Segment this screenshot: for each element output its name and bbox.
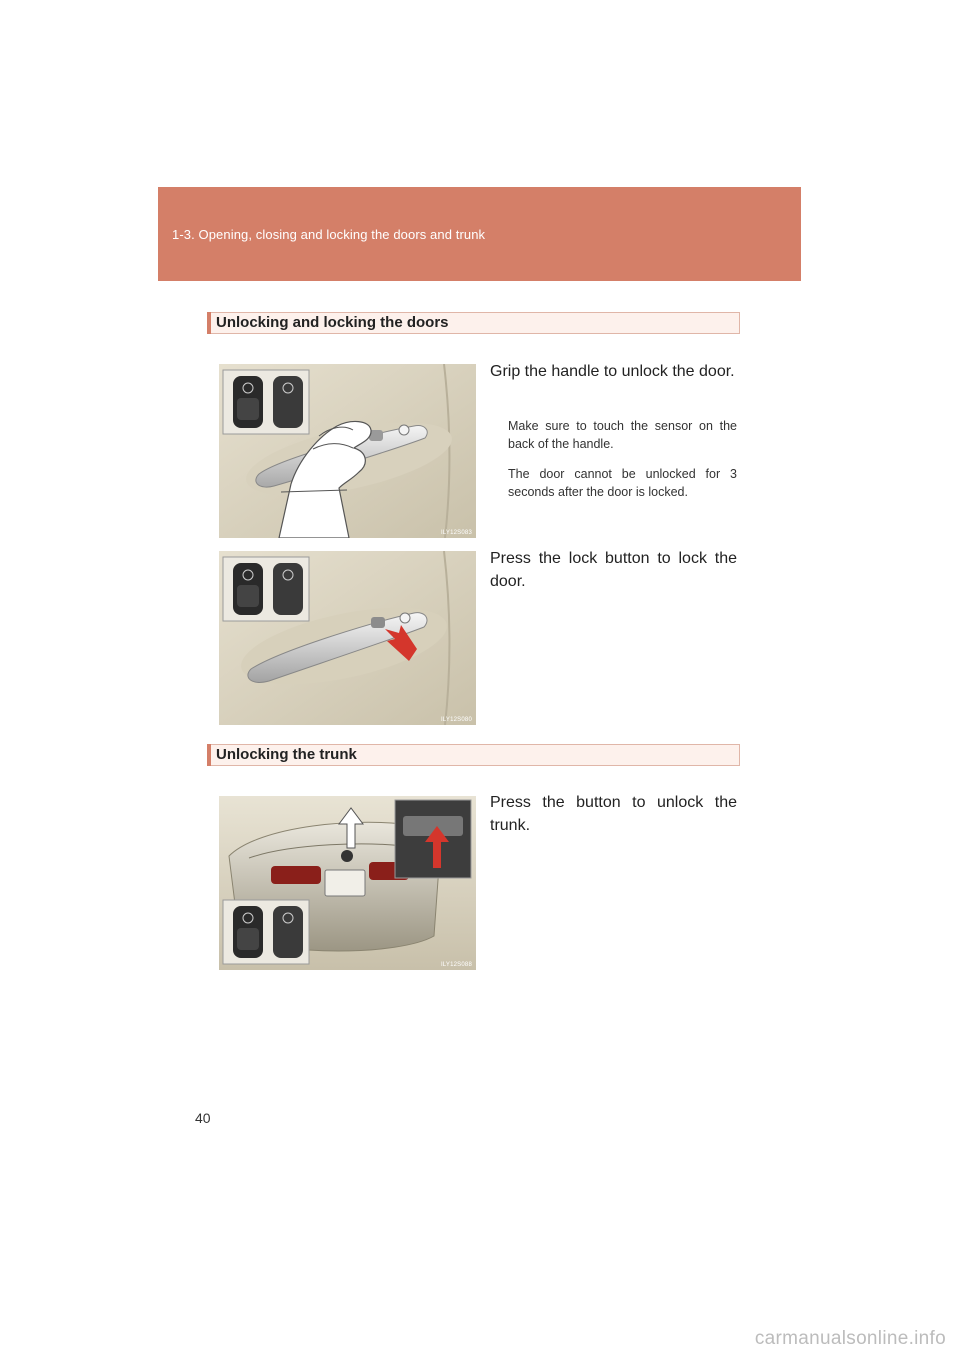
chapter-header (158, 187, 801, 281)
section-accent (207, 312, 211, 334)
figure-code: ILY12S080 (440, 717, 472, 723)
step-note: Make sure to touch the sensor on the back of the handle. (508, 419, 737, 451)
door-lock-button-illustration (219, 551, 476, 725)
figure-code: ILY12S083 (440, 530, 472, 536)
page-number: 40 (195, 1110, 211, 1126)
section-title: Unlocking the trunk (216, 746, 357, 763)
step-note: The door cannot be unlocked for 3 seconds after the door is locked. (508, 467, 737, 499)
step-instruction: Grip the handle to unlock the door. (490, 363, 735, 380)
step-instruction: Press the button to unlock the trunk. (490, 794, 737, 834)
figure-code: ILY12S088 (440, 962, 472, 968)
trunk-unlock-illustration (219, 796, 476, 970)
section-title-bar (207, 744, 740, 766)
door-handle-grip-illustration (219, 364, 476, 538)
watermark: carmanualsonline.info (754, 1328, 946, 1349)
section-title: Unlocking and locking the doors (216, 314, 449, 331)
step-instruction: Press the lock button to lock the door. (490, 550, 737, 590)
breadcrumb: 1-3. Opening, closing and locking the doors and trunk (172, 227, 486, 242)
section-accent (207, 744, 211, 766)
section-title-bar (207, 312, 740, 334)
